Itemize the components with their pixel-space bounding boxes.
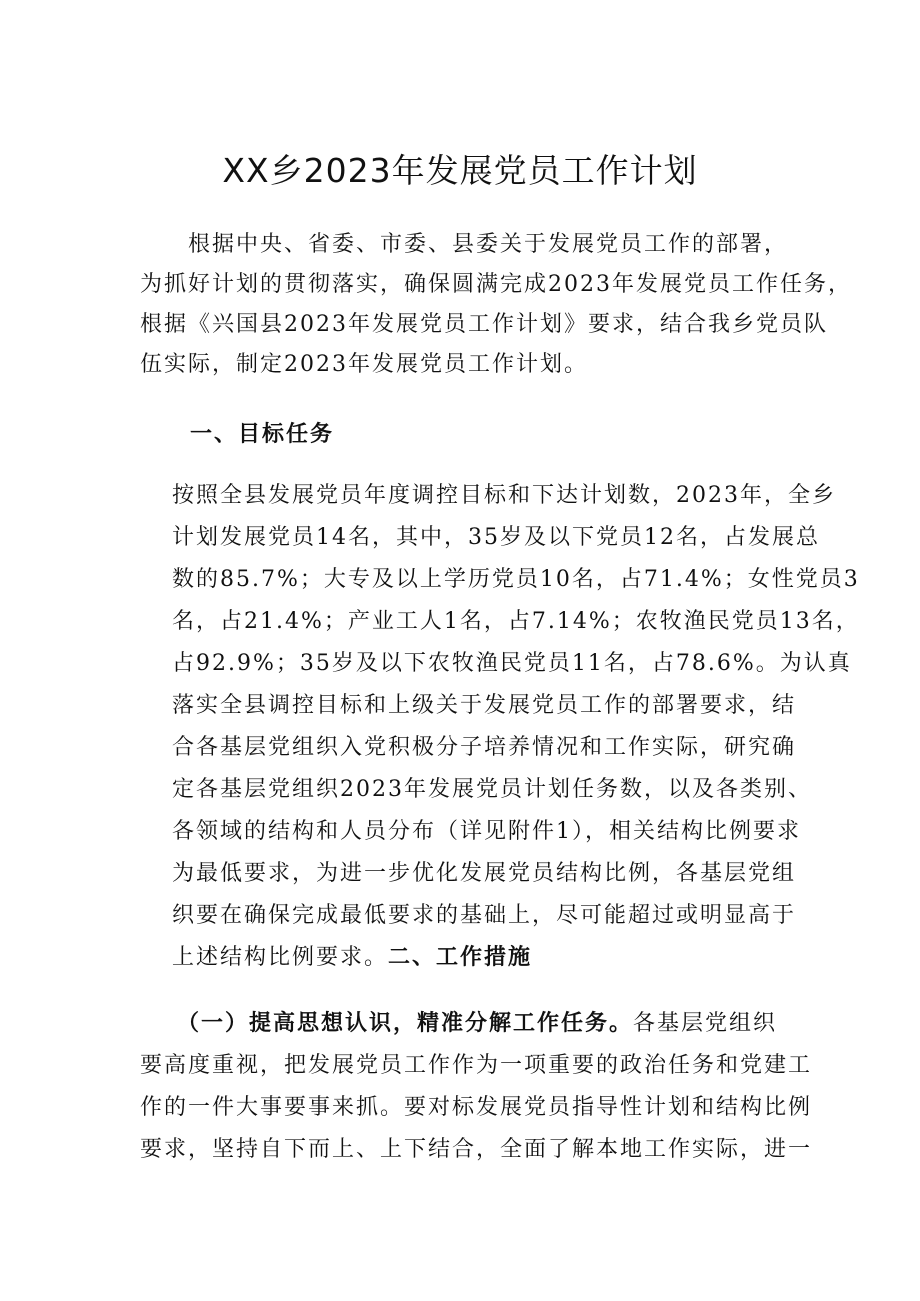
section-heading-targets: 一、目标任务 [190,422,335,447]
targets-line: 名，占21.4%；产业工人1名，占7.14%；农牧渔民党员13名， [172,609,860,634]
measure-one-line: 要高度重视，把发展党员工作作为一项重要的政治任务和党建工 [140,1053,813,1078]
targets-line: 合各基层党组织入党积极分子培养情况和工作实际，研究确 [172,735,797,760]
intro-line: 伍实际，制定2023年发展党员工作计划。 [140,352,588,377]
targets-line: 为最低要求，为进一步优化发展党员结构比例，各基层党组 [172,861,797,886]
targets-line: 定各基层党组织2023年发展党员计划任务数，以及各类别、 [172,777,812,802]
measure-one-heading: （一）提高思想认识，精准分解工作任务。 [140,1011,634,1036]
measure-one-paragraph [140,1003,813,1171]
targets-line: 落实全县调控目标和上级关于发展党员工作的部署要求，结 [172,693,797,718]
document-title: XX乡2023年发展党员工作计划 [222,151,698,190]
targets-paragraph [172,475,860,979]
targets-line: 各领域的结构和人员分布（详见附件1），相关结构比例要求 [172,819,801,844]
targets-line: 织要在确保完成最低要求的基础上，尽可能超过或明显高于 [172,903,797,928]
intro-line: 根据《兴国县2023年发展党员工作计划》要求，结合我乡党员队 [140,312,828,337]
measure-one-first-text: 各基层党组织 [633,1011,778,1036]
measure-one-line: 作的一件大事要事来抓。要对标发展党员指导性计划和结构比例 [140,1095,813,1120]
targets-line: 按照全县发展党员年度调控目标和下达计划数，2023年，全乡 [172,483,836,508]
measure-one-first-line [140,1003,790,1045]
section-heading-measures: 二、工作措施 [388,945,533,970]
intro-line: 为抓好计划的贯彻落实，确保圆满完成2023年发展党员工作任务， [140,272,852,297]
targets-line: 占92.9%；35岁及以下农牧渔民党员11名，占78.6%。为认真 [172,651,852,676]
targets-line: 数的85.7%；大专及以上学历党员10名，占71.4%；女性党员3 [172,567,860,592]
measure-one-line: 要求，坚持自下而上、上下结合，全面了解本地工作实际，进一 [140,1137,813,1162]
intro-paragraph [140,225,852,385]
intro-line: 根据中央、省委、市委、县委关于发展党员工作的部署， [140,232,789,257]
targets-line: 计划发展党员14名，其中，35岁及以下党员12名，占发展总 [172,525,820,550]
targets-last-text: 上述结构比例要求。 [172,945,389,970]
targets-last-line [172,937,792,979]
